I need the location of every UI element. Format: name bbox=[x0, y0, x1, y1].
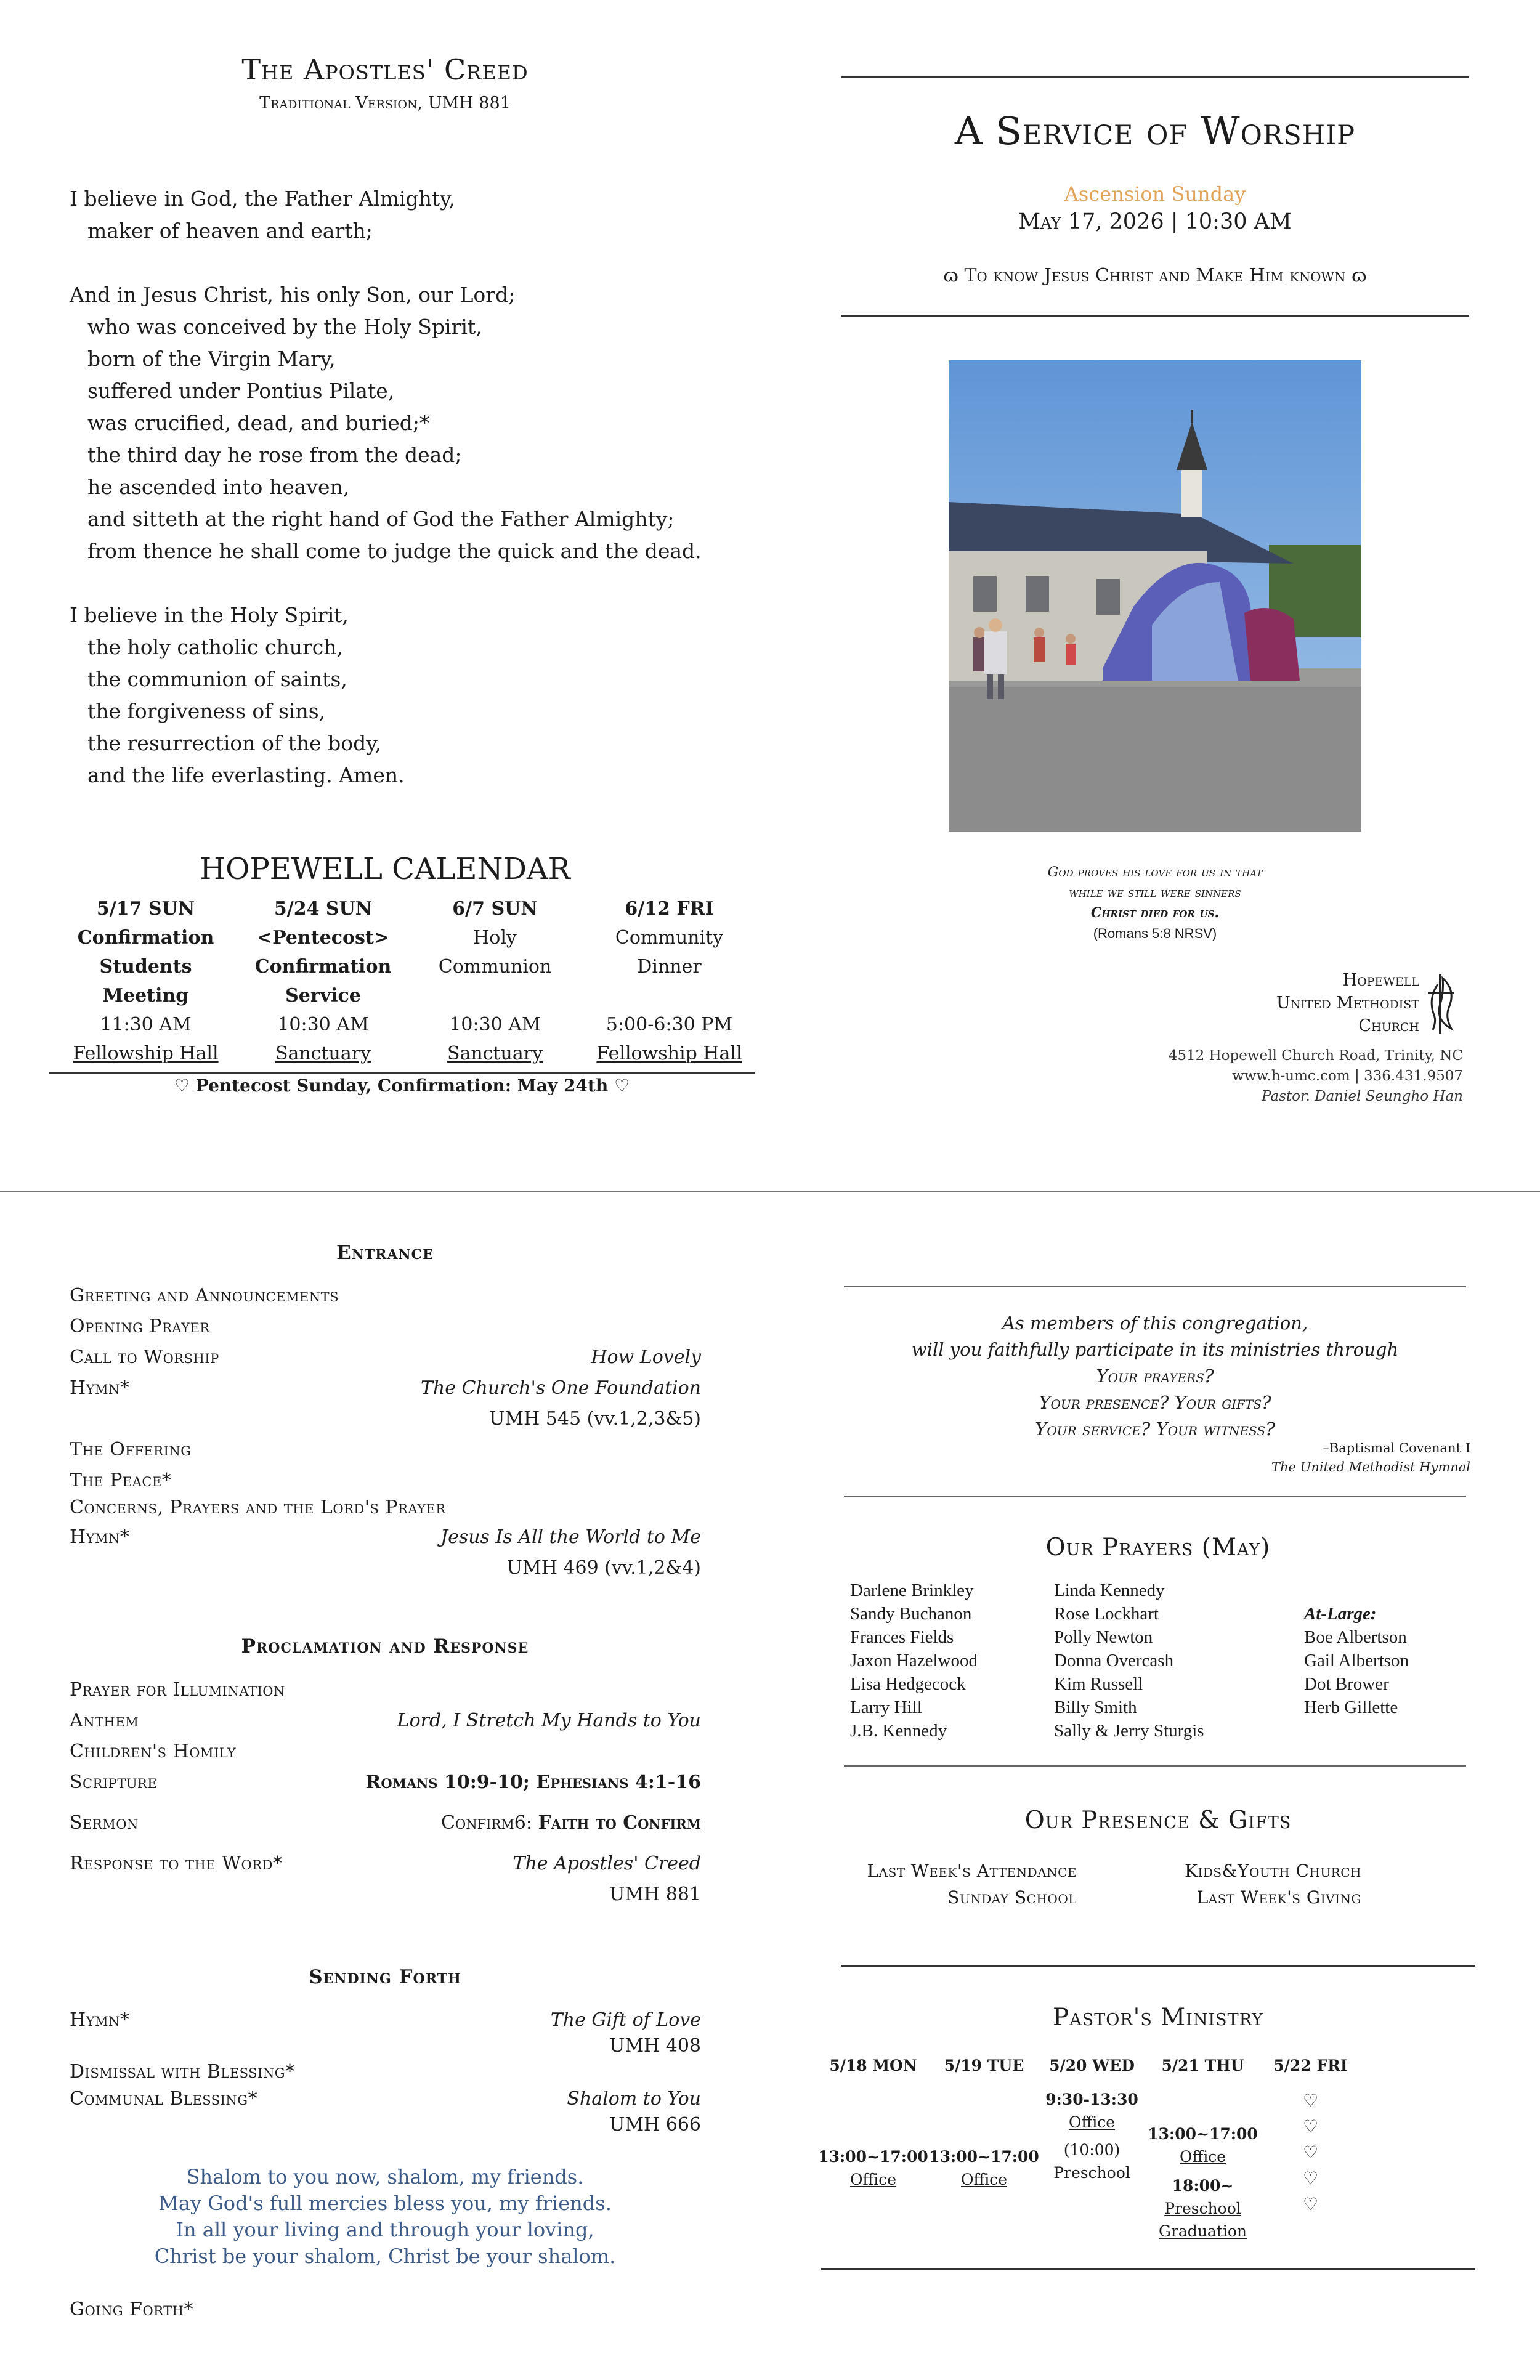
event-time: 10:30 AM bbox=[449, 1014, 541, 1035]
worship-item-label: Communal Blessing* bbox=[70, 2088, 258, 2110]
at-large-heading: At-Large: bbox=[1304, 1604, 1377, 1624]
event-name: Community bbox=[615, 927, 724, 949]
worship-item-label: Hymn* bbox=[70, 2009, 130, 2031]
creed-line: I believe in the Holy Spirit, bbox=[70, 603, 349, 627]
worship-item-label: Anthem bbox=[70, 1710, 139, 1731]
ministry-heading: Pastor's Ministry bbox=[1052, 2004, 1264, 2031]
section-heading-sending: Sending Forth bbox=[309, 1966, 461, 1988]
church-name bbox=[1201, 969, 1419, 1037]
event-date: 5/24 SUN bbox=[274, 898, 373, 920]
mission-statement: ɷ To know Jesus Christ and Make Him known ɷ bbox=[943, 265, 1367, 286]
covenant-source-line: The United Methodist Hymnal bbox=[1271, 1460, 1470, 1475]
ministry-day: 5/20 WED bbox=[1049, 2057, 1135, 2074]
verse-line: Christ died for us. bbox=[1090, 905, 1220, 921]
page-divider bbox=[0, 1191, 1540, 1192]
event-time: 11:30 AM bbox=[100, 1014, 192, 1035]
ministry-day-tue bbox=[927, 2054, 1041, 2191]
event-place: Fellowship Hall bbox=[73, 1043, 219, 1064]
prayer-name: Kim Russell bbox=[1054, 1674, 1143, 1694]
heart-icon: ♡ bbox=[1302, 2091, 1319, 2111]
ministry-day-fri bbox=[1254, 2054, 1368, 2217]
ministry-day: 5/18 MON bbox=[829, 2057, 917, 2074]
prayer-name: Boe Albertson bbox=[1304, 1627, 1407, 1647]
worship-item-title bbox=[441, 1812, 701, 1834]
worship-item bbox=[70, 1377, 701, 1433]
section-heading-entrance: Entrance bbox=[336, 1242, 434, 1264]
lyric-line: May God's full mercies bless you, my friends. bbox=[158, 2192, 612, 2215]
prayer-name: Rose Lockhart bbox=[1054, 1604, 1159, 1624]
prayer-name: Linda Kennedy bbox=[1054, 1581, 1165, 1600]
sermon-series: Confirm6: bbox=[441, 1812, 538, 1834]
presence-labels-right bbox=[1167, 1858, 1361, 1911]
heart-icon: ♡ bbox=[1302, 2116, 1319, 2137]
church-photo bbox=[949, 360, 1361, 832]
service-occasion: Ascension Sunday bbox=[1064, 182, 1246, 206]
worship-item-title: The Gift of Love bbox=[550, 2009, 701, 2031]
ministry-place: Graduation bbox=[1158, 2222, 1247, 2240]
covenant-bottom-rule bbox=[844, 1496, 1466, 1497]
ministry-place: Office bbox=[1068, 2113, 1116, 2131]
creed-line: suffered under Pontius Pilate, bbox=[87, 379, 395, 403]
event-time: 10:30 AM bbox=[277, 1014, 369, 1035]
church-name-line: Church bbox=[1358, 1016, 1419, 1035]
worship-item-title: Lord, I Stretch My Hands to You bbox=[397, 1710, 701, 1731]
ministry-day: 5/21 THU bbox=[1161, 2057, 1244, 2074]
worship-item-label: Opening Prayer bbox=[70, 1316, 210, 1337]
prayer-name: Dot Brower bbox=[1304, 1674, 1389, 1694]
covenant-line: Your presence? Your gifts? bbox=[1039, 1392, 1271, 1413]
church-address: 4512 Hopewell Church Road, Trinity, NC bbox=[1168, 1048, 1463, 1064]
prayer-name: J.B. Kennedy bbox=[850, 1721, 947, 1741]
worship-item-ref: UMH 545 (vv.1,2,3&5) bbox=[489, 1408, 701, 1430]
worship-item-ref: UMH 469 (vv.1,2&4) bbox=[506, 1557, 701, 1579]
pastor-name: Pastor. Daniel Seungho Han bbox=[1261, 1088, 1463, 1104]
ministry-time: 13:00~17:00 bbox=[818, 2148, 928, 2166]
cross-and-flame-icon bbox=[1424, 972, 1460, 1037]
worship-item-label: The Offering bbox=[70, 1439, 192, 1460]
creed-stanza-2 bbox=[70, 279, 702, 567]
worship-item-label: Scripture bbox=[70, 1771, 158, 1793]
event-place: Fellowship Hall bbox=[596, 1043, 742, 1064]
verse-line: God proves his love for us in that bbox=[1047, 865, 1263, 880]
covenant-line: Your service? Your witness? bbox=[1035, 1419, 1275, 1439]
worship-item-label: The Peace* bbox=[70, 1470, 172, 1491]
calendar-event bbox=[582, 894, 756, 1068]
creed-line: the holy catholic church, bbox=[87, 635, 343, 659]
prayer-name: Polly Newton bbox=[1054, 1627, 1153, 1647]
ministry-place: Office bbox=[1179, 2148, 1226, 2166]
creed-stanza-3 bbox=[70, 599, 405, 791]
worship-item-label: Response to the Word* bbox=[70, 1853, 283, 1874]
event-name: Service bbox=[285, 985, 361, 1006]
event-name: Meeting bbox=[102, 985, 189, 1006]
worship-item-label: Call to Worship bbox=[70, 1346, 219, 1368]
event-name: <Pentecost> bbox=[257, 927, 389, 949]
creed-line: who was conceived by the Holy Spirit, bbox=[87, 315, 482, 339]
prayer-list-col2 bbox=[1054, 1579, 1204, 1742]
church-name-line: United Methodist bbox=[1276, 994, 1419, 1013]
event-name: Dinner bbox=[637, 956, 702, 977]
creed-line: he ascended into heaven, bbox=[87, 475, 350, 499]
prayer-list-col1 bbox=[850, 1579, 978, 1742]
church-name-line: Hopewell bbox=[1342, 971, 1419, 990]
worship-item-title: Shalom to You bbox=[567, 2088, 701, 2110]
covenant-source-line: –Baptismal Covenant I bbox=[1323, 1441, 1470, 1455]
event-name: Students bbox=[99, 956, 192, 977]
creed-line: was crucified, dead, and buried;* bbox=[87, 411, 430, 435]
ministry-time: 9:30-13:30 bbox=[1045, 2091, 1138, 2108]
prayer-name: Jaxon Hazelwood bbox=[850, 1651, 978, 1670]
ministry-bottom-rule bbox=[821, 2268, 1475, 2270]
creed-line: maker of heaven and earth; bbox=[87, 219, 373, 243]
church-web-phone: www.h-umc.com | 336.431.9507 bbox=[1232, 1068, 1463, 1084]
worship-item-label: Dismissal with Blessing* bbox=[70, 2061, 295, 2082]
ministry-day: 5/22 FRI bbox=[1273, 2057, 1348, 2074]
verse-line: while we still were sinners bbox=[1069, 885, 1241, 901]
lyric-line: Shalom to you now, shalom, my friends. bbox=[186, 2165, 584, 2188]
section-heading-proclamation: Proclamation and Response bbox=[241, 1635, 529, 1658]
creed-subtitle: Traditional Version, UMH 881 bbox=[259, 94, 511, 113]
creed-stanza-1 bbox=[70, 183, 455, 247]
heart-icon: ♡ bbox=[1302, 2142, 1319, 2163]
ministry-day: 5/19 TUE bbox=[944, 2057, 1024, 2074]
calendar-event bbox=[408, 894, 582, 1068]
ministry-day-wed bbox=[1035, 2054, 1149, 2184]
church-contact bbox=[1047, 1046, 1463, 1107]
ministry-top-rule bbox=[841, 1965, 1475, 1967]
worship-item-ref: UMH 666 bbox=[609, 2114, 701, 2135]
calendar-title: HOPEWELL CALENDAR bbox=[200, 852, 570, 886]
ministry-place: Office bbox=[960, 2171, 1008, 2188]
ministry-time: 13:00~17:00 bbox=[1148, 2125, 1258, 2143]
covenant-top-rule bbox=[844, 1286, 1466, 1287]
event-name: Holy bbox=[473, 927, 517, 949]
event-time: 5:00-6:30 PM bbox=[606, 1014, 733, 1035]
worship-item-title: How Lovely bbox=[591, 1346, 701, 1368]
event-name: Confirmation bbox=[254, 956, 392, 977]
ministry-place: Office bbox=[849, 2171, 897, 2188]
worship-item bbox=[70, 1526, 701, 1582]
worship-item-label: Going Forth* bbox=[70, 2299, 193, 2320]
prayer-name: Sally & Jerry Sturgis bbox=[1054, 1721, 1204, 1741]
covenant-line: Your prayers? bbox=[1096, 1366, 1214, 1386]
creed-line: from thence he shall come to judge the quick and the dead. bbox=[87, 539, 702, 563]
covenant-source bbox=[844, 1439, 1470, 1477]
ministry-place: Preschool bbox=[1164, 2200, 1241, 2217]
worship-item-label: Hymn* bbox=[70, 1377, 130, 1399]
calendar-event bbox=[59, 894, 233, 1068]
ministry-place: Preschool bbox=[1053, 2164, 1130, 2182]
creed-line: the communion of saints, bbox=[87, 667, 347, 691]
worship-item-label: Sermon bbox=[70, 1812, 139, 1834]
worship-item-label: Hymn* bbox=[70, 1526, 130, 1548]
heart-icon: ♡ bbox=[1302, 2194, 1319, 2214]
worship-item-title: The Church's One Foundation bbox=[420, 1377, 701, 1399]
covenant-line: will you faithfully participate in its ministries through bbox=[911, 1339, 1399, 1360]
ministry-time: 18:00~ bbox=[1172, 2177, 1234, 2195]
worship-item-title: The Apostles' Creed bbox=[513, 1853, 701, 1874]
prayer-name: Billy Smith bbox=[1054, 1698, 1137, 1717]
covenant-line: As members of this congregation, bbox=[1002, 1313, 1308, 1334]
event-place: Sanctuary bbox=[275, 1043, 371, 1064]
creed-line: the resurrection of the body, bbox=[87, 731, 381, 755]
worship-item bbox=[70, 2088, 701, 2143]
attendance-label: Last Week's Attendance bbox=[867, 1861, 1077, 1881]
ministry-day-thu bbox=[1146, 2054, 1260, 2243]
creed-line: I believe in God, the Father Almighty, bbox=[70, 187, 455, 211]
event-name: Confirmation bbox=[77, 927, 214, 949]
worship-item-ref: UMH 881 bbox=[609, 1884, 701, 1905]
prayer-name: Larry Hill bbox=[850, 1698, 922, 1717]
event-place: Sanctuary bbox=[447, 1043, 543, 1064]
cover-bottom-rule bbox=[841, 315, 1469, 317]
creed-line: born of the Virgin Mary, bbox=[87, 347, 336, 371]
baptismal-covenant bbox=[844, 1310, 1466, 1443]
prayers-bottom-rule bbox=[844, 1765, 1466, 1767]
cover-top-rule bbox=[841, 76, 1469, 78]
worship-item-ref: UMH 408 bbox=[609, 2035, 701, 2057]
prayer-name: Donna Overcash bbox=[1054, 1651, 1174, 1670]
giving-label: Last Week's Giving bbox=[1196, 1887, 1361, 1908]
prayer-name: Herb Gillette bbox=[1304, 1698, 1398, 1717]
presence-labels-left bbox=[844, 1858, 1077, 1911]
worship-item bbox=[70, 2009, 701, 2065]
creed-line: the third day he rose from the dead; bbox=[87, 443, 462, 467]
prayer-name: Gail Albertson bbox=[1304, 1651, 1409, 1670]
worship-item-label: Children's Homily bbox=[70, 1741, 237, 1762]
worship-item-label: Concerns, Prayers and the Lord's Prayer bbox=[70, 1497, 446, 1518]
ministry-day-mon bbox=[816, 2054, 930, 2191]
worship-item-title: Romans 10:9-10; Ephesians 4:1-16 bbox=[365, 1771, 701, 1793]
presence-heading: Our Presence & Gifts bbox=[1024, 1807, 1292, 1834]
prayer-name: Frances Fields bbox=[850, 1627, 954, 1647]
lyric-line: Christ be your shalom, Christ be your shalom. bbox=[154, 2244, 616, 2268]
calendar-event bbox=[236, 894, 410, 1068]
prayer-name: Lisa Hedgecock bbox=[850, 1674, 966, 1694]
heart-icon: ♡ bbox=[1302, 2168, 1319, 2188]
creed-line: and sitteth at the right hand of God the Father Almighty; bbox=[87, 507, 675, 531]
shalom-lyrics bbox=[0, 2164, 770, 2270]
creed-line: And in Jesus Christ, his only Son, our Lord; bbox=[70, 283, 516, 307]
prayer-name: Darlene Brinkley bbox=[850, 1581, 974, 1600]
creed-line: the forgiveness of sins, bbox=[87, 699, 326, 723]
worship-item-title: Jesus Is All the World to Me bbox=[440, 1526, 701, 1548]
event-date: 5/17 SUN bbox=[96, 898, 195, 920]
calendar-rule bbox=[49, 1072, 755, 1074]
calendar-note: ♡ Pentecost Sunday, Confirmation: May 24th ♡ bbox=[174, 1075, 630, 1096]
scripture-verse bbox=[841, 862, 1469, 944]
lyric-line: In all your living and through your loving, bbox=[176, 2218, 594, 2241]
kids-youth-label: Kids&Youth Church bbox=[1185, 1861, 1361, 1881]
verse-reference: (Romans 5:8 NRSV) bbox=[1093, 926, 1217, 941]
creed-title: The Apostles' Creed bbox=[241, 53, 529, 86]
event-name: Communion bbox=[438, 956, 552, 977]
worship-item-label: Greeting and Announcements bbox=[70, 1285, 339, 1306]
creed-line: and the life everlasting. Amen. bbox=[87, 763, 405, 787]
ministry-time: 13:00~17:00 bbox=[929, 2148, 1039, 2166]
worship-item bbox=[70, 1853, 701, 1908]
prayer-name: Sandy Buchanon bbox=[850, 1604, 972, 1624]
ministry-time: (10:00) bbox=[1063, 2141, 1121, 2159]
service-title: A Service of Worship bbox=[954, 108, 1356, 153]
sunday-school-label: Sunday School bbox=[947, 1887, 1077, 1908]
event-date: 6/7 SUN bbox=[452, 898, 538, 920]
prayer-list-col3 bbox=[1304, 1602, 1409, 1719]
event-date: 6/12 FRI bbox=[625, 898, 714, 920]
service-date: May 17, 2026 | 10:30 AM bbox=[1018, 209, 1292, 234]
prayers-heading: Our Prayers (May) bbox=[1045, 1534, 1271, 1561]
sermon-title: Faith to Confirm bbox=[538, 1812, 701, 1834]
worship-item-label: Prayer for Illumination bbox=[70, 1679, 285, 1701]
